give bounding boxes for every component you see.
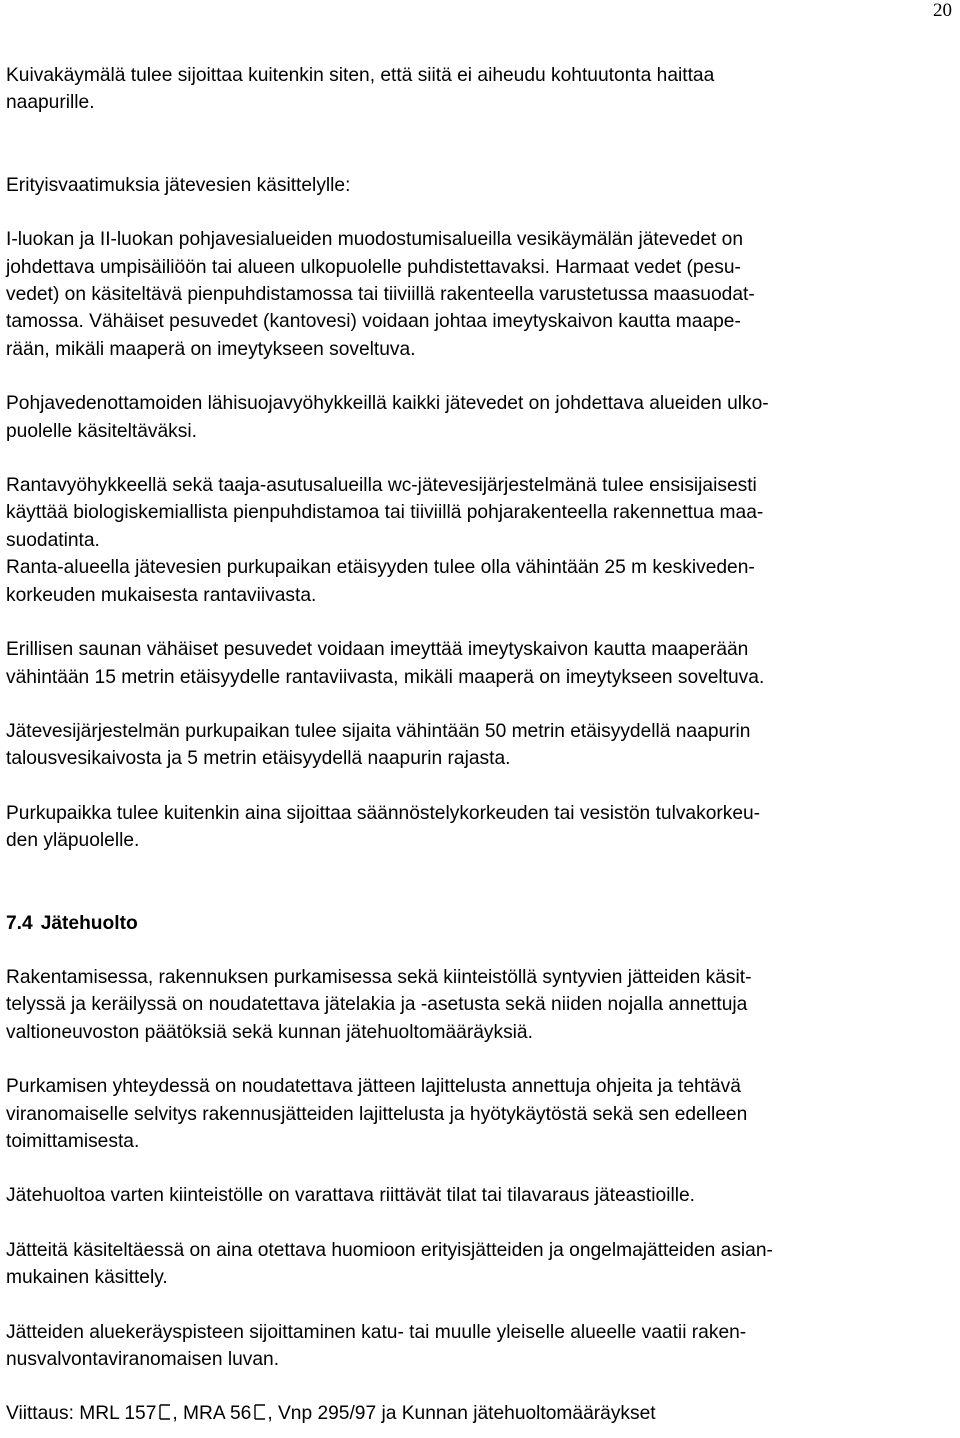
paragraph-dry-toilet: Kuivakäymälä tulee sijoittaa kuitenkin siten, että siitä ei aiheudu kohtuutonta haittaa naapurille. [6,65,715,114]
paragraph-waste-law: Rakentamisessa, rakennuksen purkamisessa sekä kiinteistöllä syntyvien jätteiden käsit- telyssä ja keräilyssä on noudatettava jätelakia ja -asetusta sekä niiden nojalla annettuja valtioneuvoston päätöksiä sekä kunnan jätehuoltomääräyksiä. [6,966,752,1043]
reference-mrl: Viittaus: MRL 157 [6,1403,157,1425]
paragraph-shore-zone: Rantavyöhykkeellä sekä taaja-asutusalueilla wc-jätevesijärjestelmänä tulee ensisijaisesti käyttää biologiskemiallista pienpuhdistamoa tai tiiviillä pohjarakenteella rakennettua maa- suodatinta. [6,475,764,551]
paragraph-demolition: Purkamisen yhteydessä on noudatettava jätteen lajittelusta annettuja ohjeita ja tehtävä viranomaiselle selvitys rakennusjätteiden lajittelusta ja hyötykäytöstä sekä sen edelleen toimittamisesta. [6,1076,748,1152]
paragraph-sauna: Erillisen saunan vähäiset pesuvedet voidaan imeyttää imeytyskaivon kautta maaperään vähintään 15 metrin etäisyydelle rantaviivasta, mikäli maaperä on imeytykseen soveltuva. [6,639,765,688]
document-body [6,62,950,1428]
section-mark-icon [253,1403,267,1421]
reference-vnp: , Vnp 295/97 ja Kunnan jätehuoltomääräykset [267,1403,656,1425]
paragraph-water-intake-zones: Pohjavedenottamoiden lähisuojavyöhykkeillä kaikki jätevedet on johdettava alueiden ulko- puolelle käsiteltäväksi. [6,393,769,442]
section-mark-icon [158,1403,172,1421]
reference-line [6,1400,950,1427]
section-title: Jätehuolto [40,912,138,934]
paragraph-hazardous-waste: Jätteitä käsiteltäessä on aina otettava huomioon erityisjätteiden ja ongelmajätteiden asian- mukainen käsittely. [6,1239,773,1289]
paragraph-groundwater-areas: I-luokan ja II-luokan pohjavesialueiden muodostumisalueilla vesikäymälän jätevedet on johdettava umpisäiliöön tai alueen ulkopuolelle puhdistettavaksi. Harmaat vedet (pesu- vedet) on käsiteltävä pienpuhdistamossa tai tiiviillä rakenteella varustetussa maasuodat- tamossa. Vähäiset pesuvedet (kantovesi) voidaan johtaa imeytyskaivon kautta maape- rään, mikäli maaperä on imeytykseen soveltuva. [6,229,755,360]
paragraph-discharge-location: Jätevesijärjestelmän purkupaikan tulee sijaita vähintään 50 metrin etäisyydellä naapurin talousvesikaivosta ja 5 metrin etäisyydellä naapurin rajasta. [6,720,751,770]
paragraph-waste-space: Jätehuoltoa varten kiinteistölle on varattava riittävät tilat tai tilavaraus jäteastioille. [6,1185,695,1207]
section-heading [6,910,950,937]
paragraph-special-requirements: Erityisvaatimuksia jätevesien käsittelylle: [6,174,351,196]
paragraph-collection-point: Jätteiden aluekeräyspisteen sijoittaminen katu- tai muulle yleiselle alueelle vaatii raken- nusvalvontaviranomaisen luvan. [6,1321,747,1370]
reference-mra: , MRA 56 [172,1403,252,1425]
page-number: 20 [933,0,952,21]
paragraph-flood-level: Purkupaikka tulee kuitenkin aina sijoittaa säännöstelykorkeuden tai vesistön tulvakorkeu- den yläpuolelle. [6,802,761,852]
section-number: 7.4 [6,912,33,934]
paragraph-shore-distance: Ranta-alueella jätevesien purkupaikan etäisyyden tulee olla vähintään 25 m keskiveden- korkeuden mukaisesta rantaviivasta. [6,557,755,606]
